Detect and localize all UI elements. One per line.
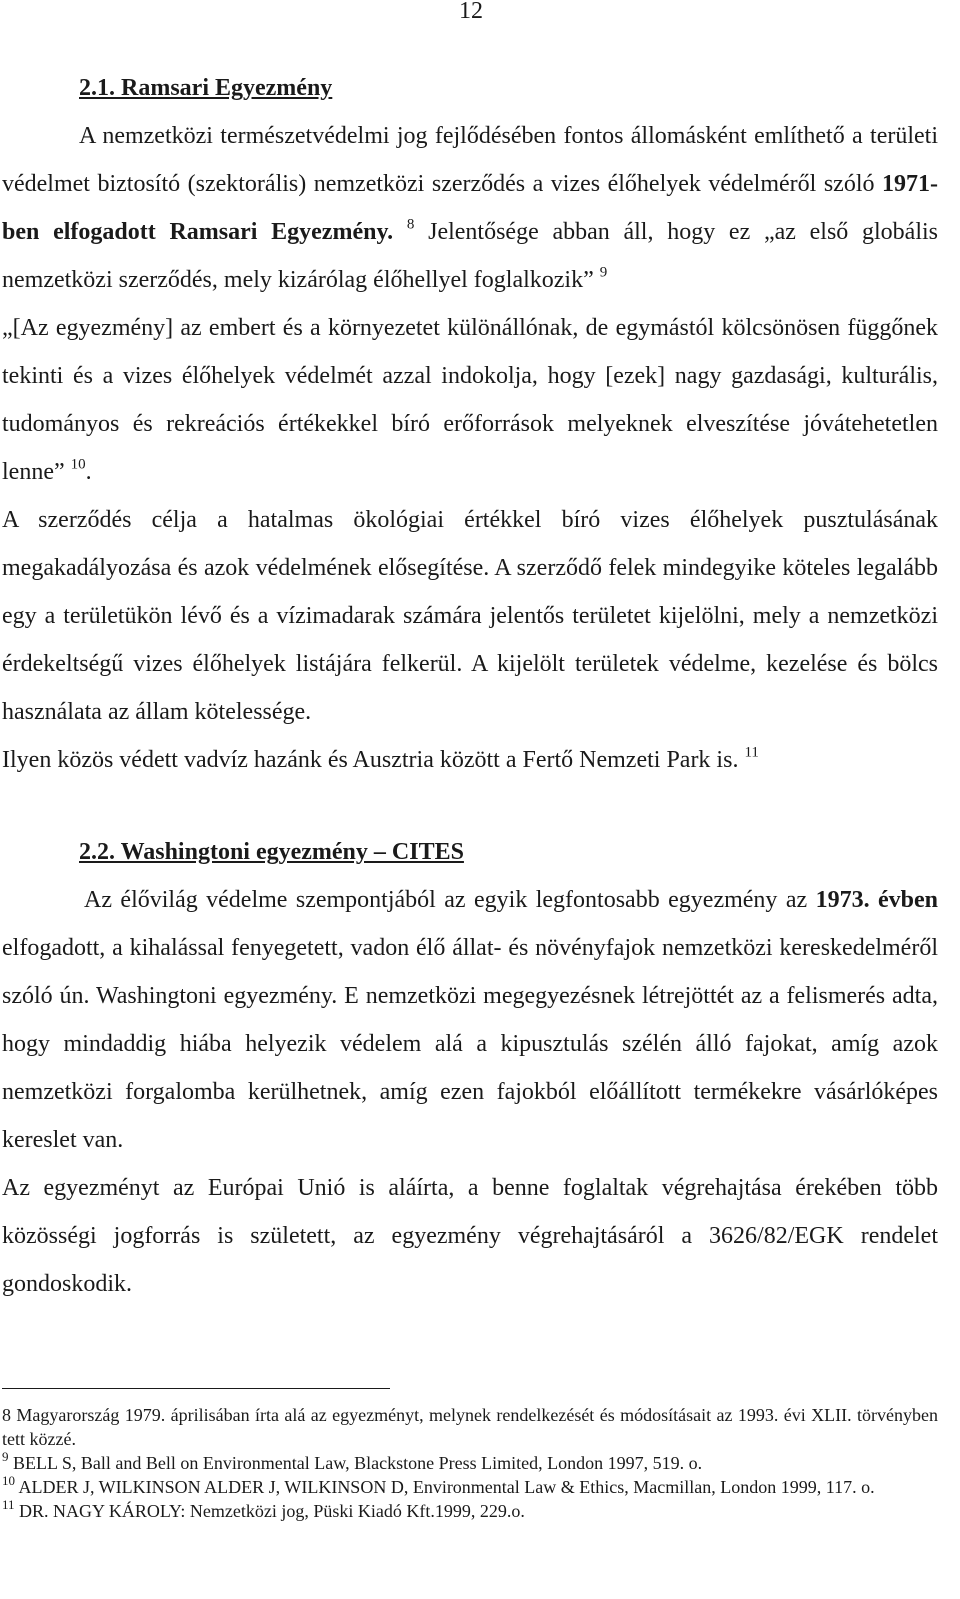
paragraph-text: Ilyen közös védett vadvíz hazánk és Ausztria között a Fertő Nemzeti Park is. — [2, 747, 745, 773]
paragraph-cites-intro — [2, 876, 938, 1164]
paragraph-text: elfogadott, a kihalással fenyegetett, vadon élő állat- és növényfajok nemzetközi kereskedelméről szóló ún. Washingtoni egyezmény. E nemzetközi megegyezésnek létrejöttét az a felismerés adta, hogy mindaddig hiába helyezik védelem alá a kipusztulás szélén álló fajokat, amíg azok nemzetközi forgalomba kerülhetnek, amíg ezen fajokból előállított termékekre vásárlóképes kereslet van. — [2, 935, 938, 1153]
footnote-text: BELL S, Ball and Bell on Environmental Law, Blackstone Press Limited, London 1997, 519. o. — [8, 1453, 703, 1473]
footnote-ref[interactable]: 9 — [599, 264, 608, 281]
footnotes — [2, 1388, 938, 1523]
footnote-text: ALDER J, WILKINSON ALDER J, WILKINSON D, Environmental Law & Ethics, Macmillan, London 1999, 117. o. — [15, 1477, 875, 1497]
footnote-ref[interactable]: 11 — [744, 744, 759, 761]
bold-text: . — [387, 219, 407, 245]
section-heading-ramsar: 2.1. Ramsari Egyezmény — [79, 75, 333, 101]
footnote-ref[interactable]: 8 — [406, 216, 415, 233]
footnote-9 — [2, 1451, 938, 1475]
footnote-11 — [2, 1499, 938, 1523]
paragraph-text: . — [85, 459, 92, 485]
section-heading-cites: 2.2. Washingtoni egyezmény – CITES — [79, 839, 464, 865]
paragraph-eu: Az egyezményt az Európai Unió is aláírta, a benne foglaltak végrehajtása érekében több közösségi jogforrás is született, az egyezmény végrehajtásáról a 3626/82/EGK rendelet gondoskodik. — [2, 1175, 938, 1297]
footnote-8: 8 Magyarország 1979. áprilisában írta alá az egyezményt, melynek rendelkezését és módosításait az 1993. évi XLII. törvényben tett közzé. — [2, 1405, 938, 1449]
paragraph-ferto — [2, 736, 938, 784]
paragraph-purpose: A szerződés célja a hatalmas ökológiai értékkel bíró vizes élőhelyek pusztulásának megakadályozása és azok védelmének elősegítése. A szerződő felek mindegyike köteles legalább egy a területükön lévő és a vízimadarak számára jelentős területet kijelölni, mely a nemzetközi érdekeltségű vizes élőhelyek listájára felkerül. A kijelölt területek védelme, kezelése és bölcs használata az állam kötelessége. — [2, 507, 938, 725]
footnote-text: DR. NAGY KÁROLY: Nemzetközi jog, Püski Kiadó Kft.1999, 229.o. — [14, 1501, 525, 1521]
bold-text: 1971-ben elfogadott Ramsari Egyezmény — [2, 171, 938, 245]
footnote-separator — [2, 1388, 390, 1389]
paragraph-quote — [2, 304, 938, 496]
main-content — [2, 64, 938, 1308]
bold-text: 1973. évben — [815, 887, 939, 913]
paragraph-text: Jelentősége abban áll, hogy ez „az első globális nemzetközi szerződés, mely kizárólag élőhellyel foglalkozik” — [2, 219, 939, 293]
page-number: 12 — [459, 0, 483, 24]
paragraph-text: A nemzetközi természetvédelmi jog fejlődésében fontos állomásként említhető a területi védelmet biztosító (szektorális) nemzetközi szerződés a vizes élőhelyek védelméről szóló — [2, 123, 938, 197]
paragraph-ramsar-intro — [2, 112, 938, 304]
footnote-number: 9 — [2, 1449, 9, 1465]
footnote-number: 10 — [2, 1473, 15, 1489]
footnote-10 — [2, 1475, 938, 1499]
footnote-number: 11 — [2, 1497, 15, 1513]
paragraph-text: Az élővilág védelme szempontjából az egyik legfontosabb egyezmény az — [84, 887, 816, 913]
quote-text: „[Az egyezmény] az embert és a környezetet különállónak, de egymástól kölcsönösen függőnek tekinti és a vizes élőhelyek védelmét azzal indokolja, hogy [ezek] nagy gazdasági, kulturális, tudományos és rekreációs értékekkel bíró erőforrások melyeknek elveszítése jóvátehetetlen lenne” — [2, 315, 938, 485]
footnote-ref[interactable]: 10 — [70, 456, 86, 473]
